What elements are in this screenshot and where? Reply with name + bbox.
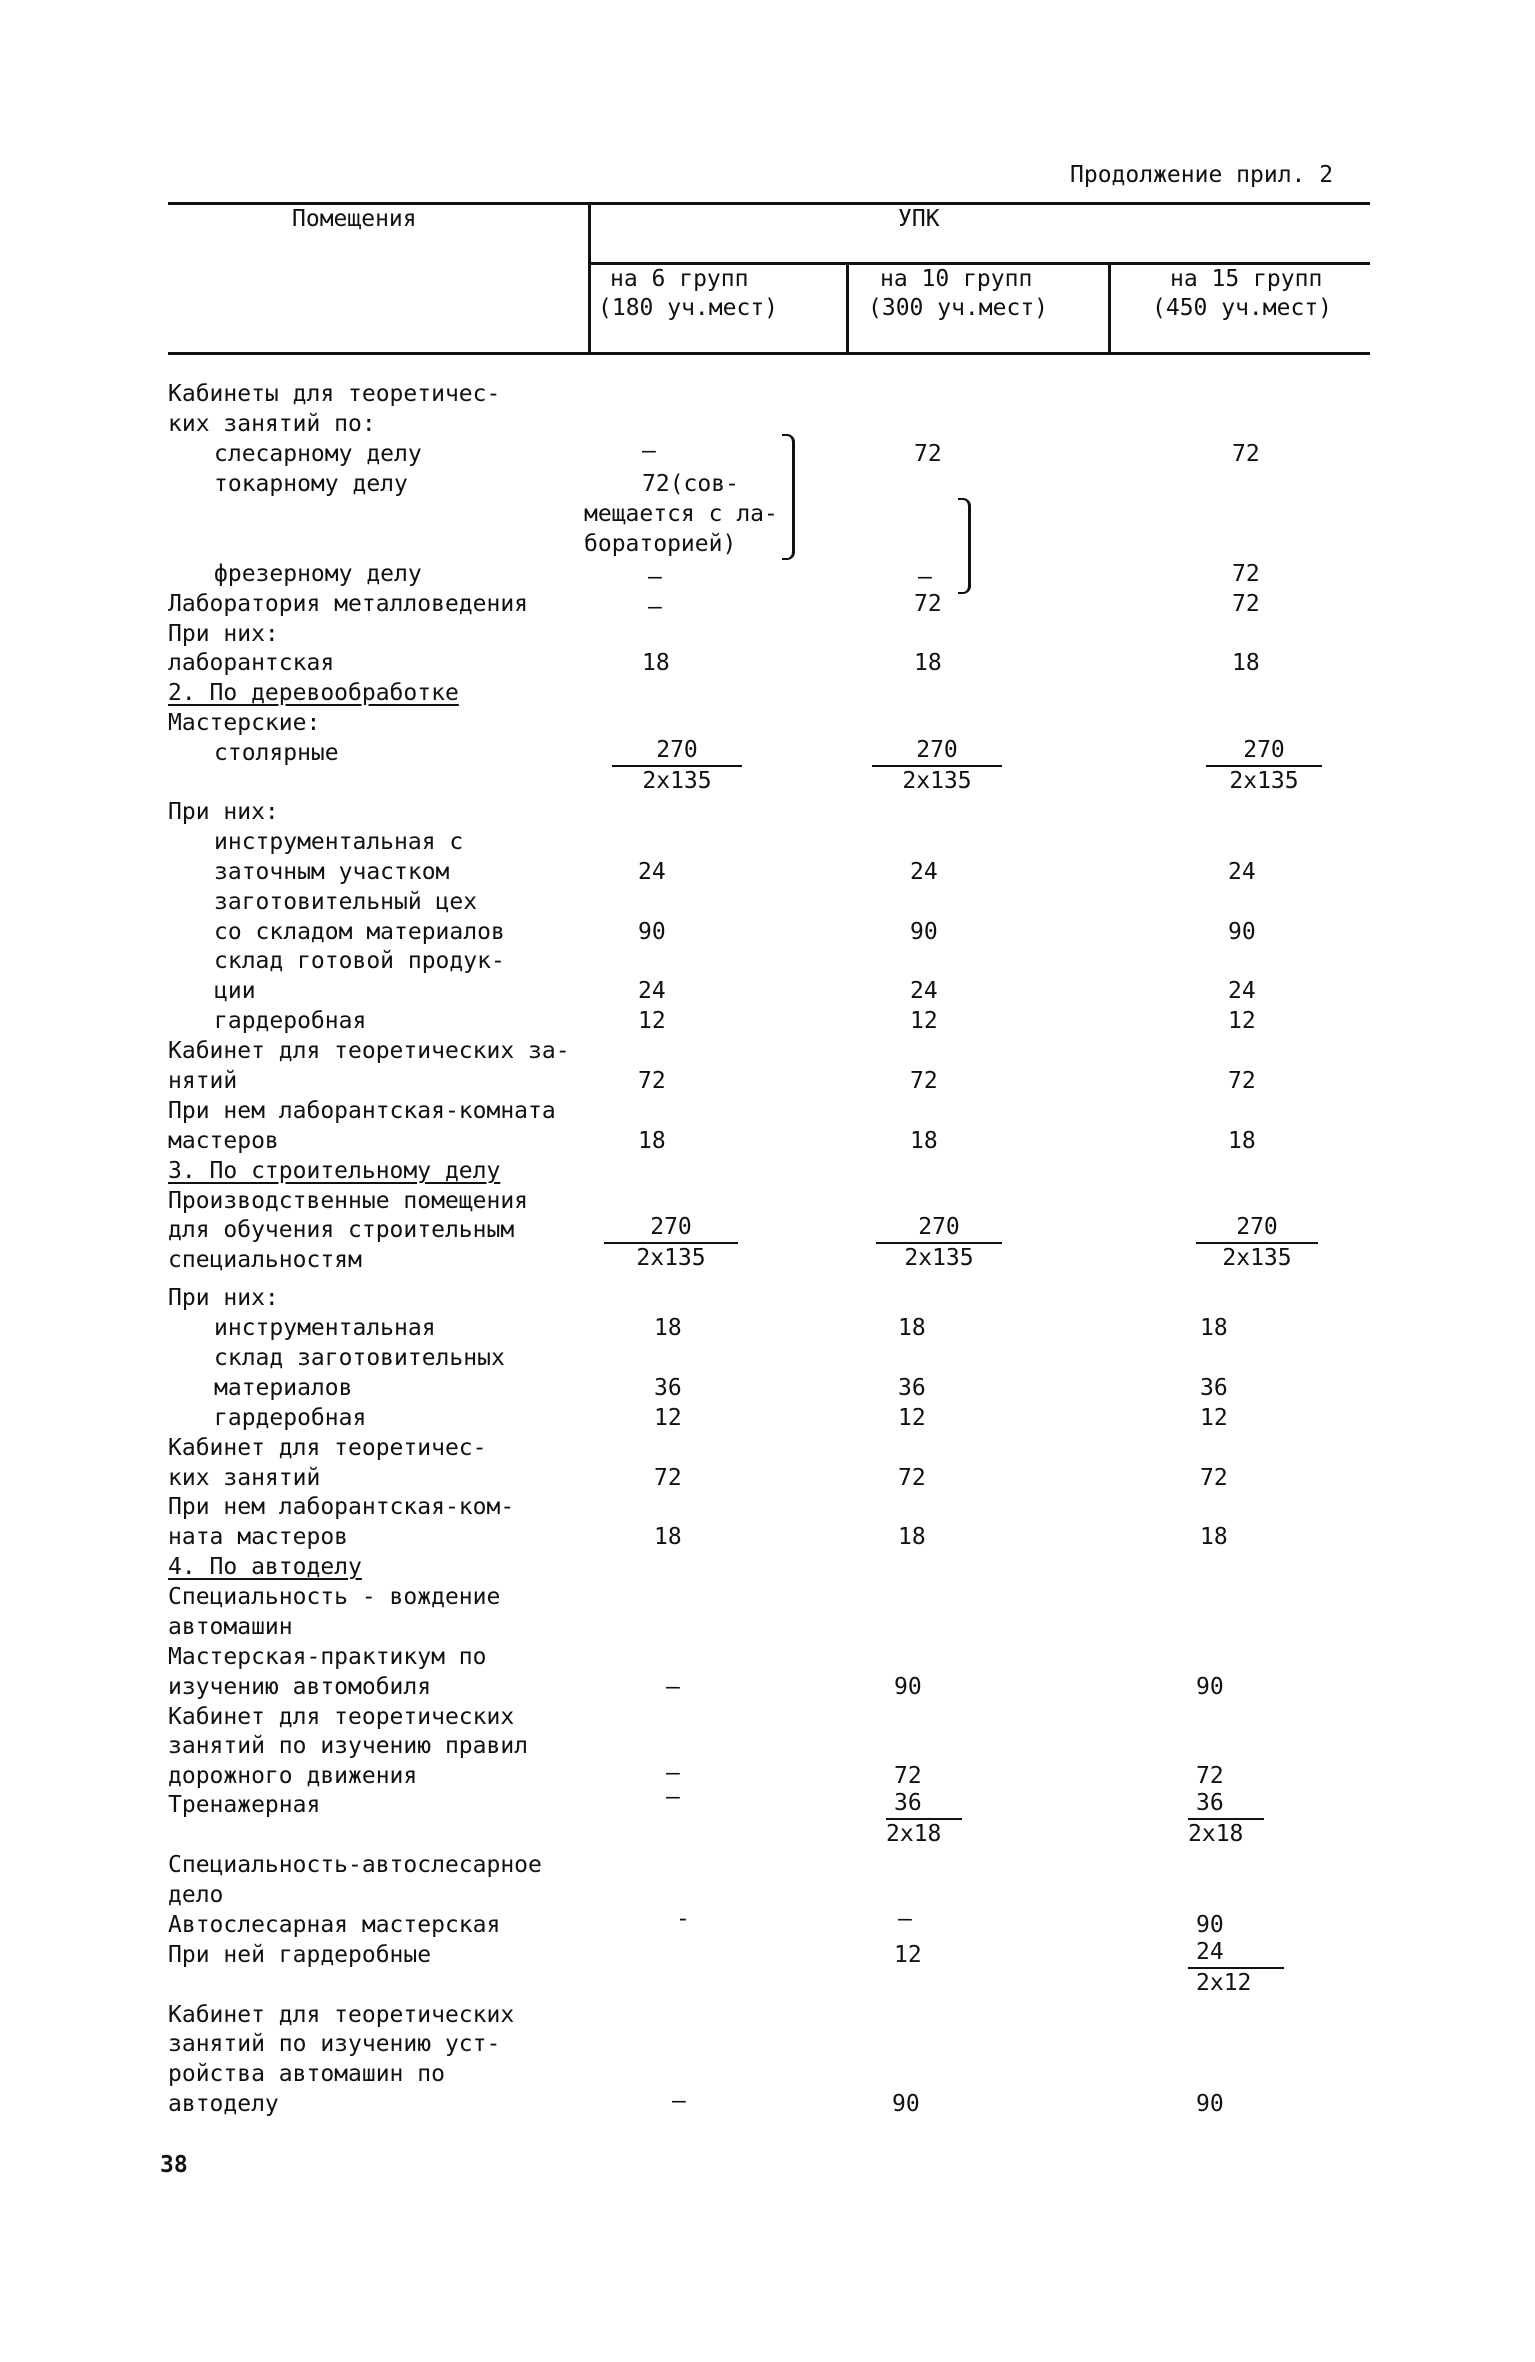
row-label: Кабинет для теоретических за-: [168, 1038, 570, 1064]
cell-value: 18: [898, 1524, 926, 1550]
cell-value: 90: [1228, 919, 1256, 945]
cell-value: 18: [638, 1128, 666, 1154]
cell-value: 12: [638, 1008, 666, 1034]
row-label: Кабинет для теоретических: [168, 2002, 515, 2028]
continuation-note: Продолжение прил. 2: [1070, 162, 1334, 188]
row-label: для обучения строительным: [168, 1217, 515, 1243]
row-label: ких занятий по:: [168, 411, 376, 437]
cell-value: 24: [638, 859, 666, 885]
fraction-numerator: 270: [918, 1214, 960, 1240]
row-label: При них:: [168, 621, 279, 647]
row-label: заточным участком: [214, 859, 450, 885]
cell-value: 18: [1228, 1128, 1256, 1154]
cell-value: –: [648, 564, 662, 590]
row-label: инструментальная: [214, 1315, 436, 1341]
row-label: Кабинеты для теоретичес-: [168, 381, 501, 407]
fraction-value: [872, 736, 1002, 795]
cell-value: 72: [1232, 441, 1260, 467]
cell-value: 12: [1200, 1405, 1228, 1431]
row-label: дорожного движения: [168, 1763, 418, 1789]
cell-value: 18: [898, 1315, 926, 1341]
cell-value: 72: [638, 1068, 666, 1094]
row-label: Лаборатория металловедения: [168, 591, 529, 617]
fraction-denominator: 2х12: [1196, 1970, 1252, 1996]
cell-value: 72: [1200, 1465, 1228, 1491]
row-label: При нем лаборантская-комната: [168, 1098, 556, 1124]
column-header-15-places: (450 уч.мест): [1152, 295, 1333, 321]
fraction-numerator: 270: [916, 737, 958, 763]
cell-value: 36: [1200, 1375, 1228, 1401]
fraction-value: [1188, 1938, 1284, 1997]
section-heading: 3. По строительному делу: [168, 1158, 501, 1184]
cell-value: 90: [910, 919, 938, 945]
cell-value: 18: [910, 1128, 938, 1154]
row-label: автоделу: [168, 2091, 279, 2117]
cell-value: 36: [654, 1375, 682, 1401]
column-header-rooms: Помещения: [292, 206, 417, 232]
cell-value: -: [676, 1906, 690, 1932]
cell-value: 90: [1196, 2091, 1224, 2117]
cell-value: 72: [910, 1068, 938, 1094]
fraction-value: [612, 736, 742, 795]
row-label: Специальность-автослесарное: [168, 1852, 542, 1878]
row-label: автомашин: [168, 1614, 293, 1640]
cell-value: 72: [654, 1465, 682, 1491]
fraction-numerator: 270: [1243, 737, 1285, 763]
cell-value: –: [898, 1906, 912, 1932]
fraction-numerator: 24: [1196, 1939, 1224, 1965]
fraction-value: [1196, 1213, 1318, 1272]
column-header-6-places: (180 уч.мест): [598, 295, 779, 321]
row-label: токарному делу: [214, 471, 408, 497]
row-label: лаборантская: [168, 650, 335, 676]
cell-value: —: [672, 2088, 686, 2114]
row-label: склад заготовительных: [214, 1345, 505, 1371]
cell-value: 72: [1196, 1763, 1224, 1789]
fraction-value: [876, 1213, 1002, 1272]
cell-value: 18: [654, 1315, 682, 1341]
fraction-denominator: 2х18: [1188, 1821, 1244, 1847]
cell-value: 72: [894, 1763, 922, 1789]
fraction-numerator: 36: [1196, 1790, 1224, 1816]
row-label: Кабинет для теоретических: [168, 1704, 515, 1730]
fraction-value: [1206, 736, 1322, 795]
row-label: слесарному делу: [214, 441, 422, 467]
cell-value: 72: [1232, 591, 1260, 617]
column-header-10-places: (300 уч.мест): [868, 295, 1049, 321]
cell-value: –: [666, 1674, 680, 1700]
cell-value: 72: [1232, 561, 1260, 587]
cell-value: —: [642, 438, 656, 464]
column-header-upk: УПК: [898, 206, 940, 232]
row-label: дело: [168, 1882, 224, 1908]
cell-value: мещается с ла-: [584, 501, 778, 527]
cell-value: 24: [638, 978, 666, 1004]
fraction-denominator: 2х135: [1222, 1245, 1292, 1271]
column-header-10-groups: на 10 групп: [880, 266, 1033, 292]
row-label: Производственные помещения: [168, 1188, 529, 1214]
brace-6: [782, 434, 795, 560]
brace-10: [958, 498, 971, 594]
cell-value: 12: [894, 1942, 922, 1968]
cell-value: 90: [638, 919, 666, 945]
cell-value: 18: [1200, 1315, 1228, 1341]
cell-value: 24: [910, 859, 938, 885]
row-label: При них:: [168, 1285, 279, 1311]
row-label: Мастерские:: [168, 710, 321, 736]
page-number: 38: [160, 2152, 188, 2178]
cell-value: –: [666, 1760, 680, 1786]
cell-value: 72(сов-: [642, 471, 739, 497]
fraction-numerator: 270: [650, 1214, 692, 1240]
cell-value: бораторией): [584, 531, 737, 557]
row-label: склад готовой продук-: [214, 948, 505, 974]
column-divider-2: [846, 262, 849, 354]
cell-value: –: [648, 594, 662, 620]
fraction-denominator: 2х18: [886, 1821, 942, 1847]
fraction-value: [886, 1789, 962, 1848]
cell-value: 90: [894, 1674, 922, 1700]
cell-value: 12: [910, 1008, 938, 1034]
cell-value: 18: [642, 650, 670, 676]
row-label: Мастерская-практикум по: [168, 1644, 487, 1670]
cell-value: 24: [1228, 859, 1256, 885]
row-label: заготовительный цех: [214, 889, 478, 915]
row-label: гардеробная: [214, 1405, 367, 1431]
cell-value: 90: [892, 2091, 920, 2117]
cell-value: 90: [1196, 1912, 1224, 1938]
fraction-numerator: 270: [656, 737, 698, 763]
fraction-value: [1188, 1789, 1264, 1848]
fraction-denominator: 2х135: [636, 1245, 706, 1271]
cell-value: 72: [898, 1465, 926, 1491]
row-label: ции: [214, 978, 256, 1004]
cell-value: 12: [654, 1405, 682, 1431]
cell-value: –: [666, 1784, 680, 1810]
row-label: фрезерному делу: [214, 561, 422, 587]
row-label: столярные: [214, 740, 339, 766]
row-label: гардеробная: [214, 1008, 367, 1034]
cell-value: 18: [1232, 650, 1260, 676]
header-bottom-rule: [168, 352, 1370, 355]
row-label: нятий: [168, 1068, 238, 1094]
section-heading: 4. По автоделу: [168, 1554, 362, 1580]
row-label: инструментальная с: [214, 829, 464, 855]
row-label: мастеров: [168, 1128, 279, 1154]
row-label: Специальность - вождение: [168, 1584, 501, 1610]
row-label: Тренажерная: [168, 1792, 321, 1818]
column-header-6-groups: на 6 групп: [610, 266, 749, 292]
fraction-value: [604, 1213, 738, 1272]
cell-value: 18: [654, 1524, 682, 1550]
column-divider-1: [588, 202, 591, 354]
row-label: При ней гардеробные: [168, 1942, 432, 1968]
fraction-denominator: 2х135: [904, 1245, 974, 1271]
cell-value: 72: [914, 441, 942, 467]
fraction-numerator: 270: [1236, 1214, 1278, 1240]
cell-value: 12: [1228, 1008, 1256, 1034]
cell-value: 72: [1228, 1068, 1256, 1094]
row-label: изучению автомобиля: [168, 1674, 432, 1700]
row-label: занятий по изучению уст-: [168, 2031, 501, 2057]
row-label: При них:: [168, 799, 279, 825]
cell-value: –: [918, 564, 932, 590]
fraction-denominator: 2х135: [1229, 768, 1299, 794]
section-heading: 2. По деревообработке: [168, 680, 459, 706]
cell-value: 36: [898, 1375, 926, 1401]
cell-value: 18: [914, 650, 942, 676]
fraction-denominator: 2х135: [902, 768, 972, 794]
cell-value: 12: [898, 1405, 926, 1431]
cell-value: 24: [910, 978, 938, 1004]
fraction-numerator: 36: [894, 1790, 922, 1816]
row-label: Автослесарная мастерская: [168, 1912, 501, 1938]
cell-value: 18: [1200, 1524, 1228, 1550]
row-label: со складом материалов: [214, 919, 505, 945]
row-label: Кабинет для теоретичес-: [168, 1435, 487, 1461]
cell-value: 24: [1228, 978, 1256, 1004]
fraction-denominator: 2х135: [642, 768, 712, 794]
cell-value: 90: [1196, 1674, 1224, 1700]
column-header-15-groups: на 15 групп: [1170, 266, 1323, 292]
row-label: ната мастеров: [168, 1524, 349, 1550]
row-label: материалов: [214, 1375, 353, 1401]
row-label: При нем лаборантская-ком-: [168, 1494, 515, 1520]
row-label: специальностям: [168, 1247, 362, 1273]
cell-value: 72: [914, 591, 942, 617]
row-label: ройства автомашин по: [168, 2061, 445, 2087]
row-label: ких занятий: [168, 1465, 321, 1491]
row-label: занятий по изучению правил: [168, 1733, 529, 1759]
column-divider-3: [1108, 262, 1111, 354]
